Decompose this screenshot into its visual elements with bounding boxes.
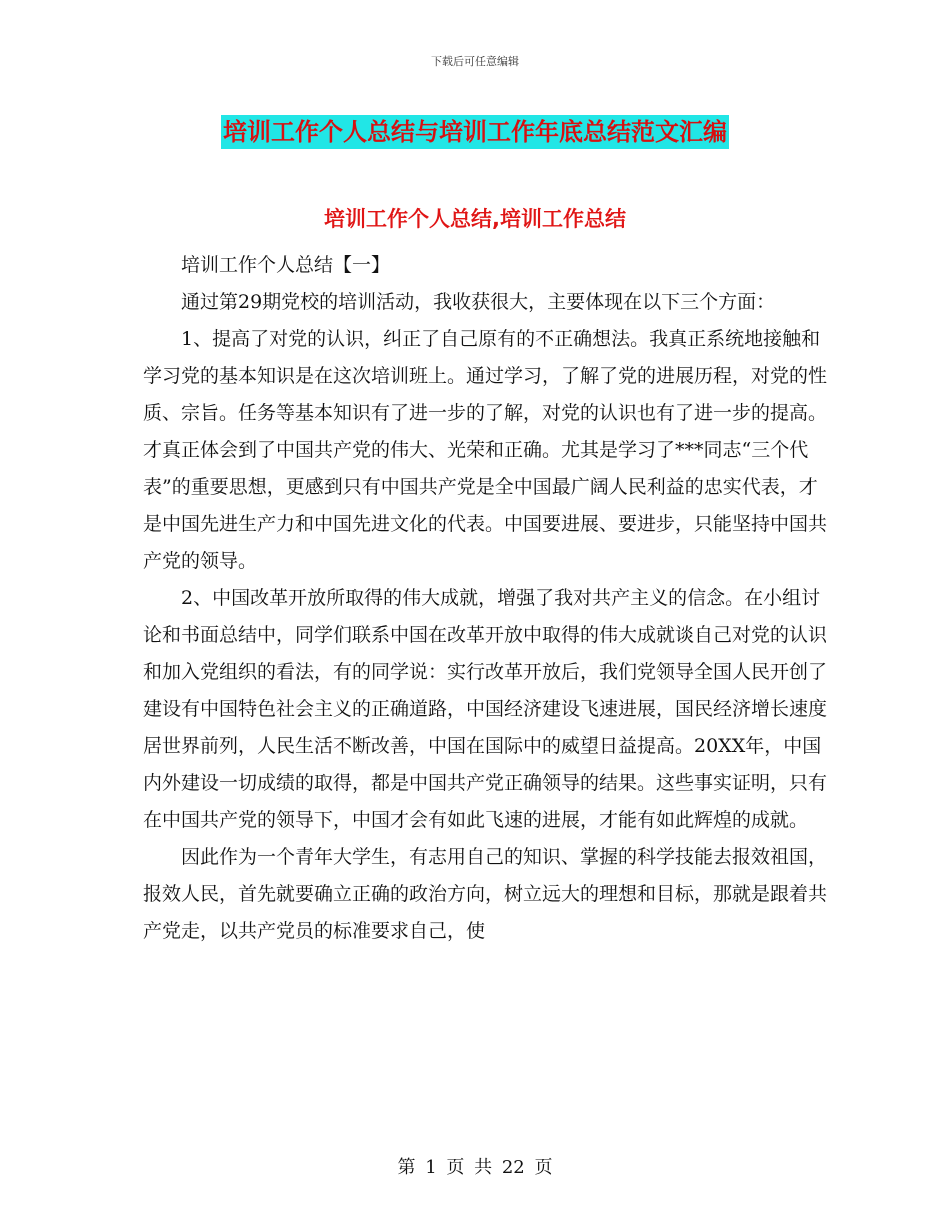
paragraph: 通过第29期党校的培训活动，我收获很大，主要体现在以下三个方面： [181,291,776,313]
page-footer: 第 1 页 共 22 页 [397,1157,553,1178]
section-title: 培训工作个人总结,培训工作总结 [324,207,626,231]
paragraph: 因此作为一个青年大学生，有志用自己的知识、掌握的科学技能去报效祖国，报效人民，首先就要确立正确的政治方向，树立远大的理想和目标，那就是跟着共产党走，以共产党员的标准要求自己，使 [143,846,828,942]
body-text [143,247,833,950]
paragraph: 2、中国改革开放所取得的伟大成就，增强了我对共产主义的信念。在小组讨论和书面总结中，同学们联系中国在改革开放中取得的伟大成就谈自己对党的认识和加入党组织的看法，有的同学说：实行改革开放后，我们党领导全国人民开创了建设有中国特色社会主义的正确道路，中国经济建设飞速进展，国民经济增长速度居世界前列，人民生活不断改善，中国在国际中的威望日益提高。20XX年，中国内外建设一切成绩的取得，都是中国共产党正确领导的结果。这些事实证明，只有在中国共产党的领导下，中国才会有如此飞速的进展，才能有如此辉煌的成就。 [143,587,828,831]
header-note: 下载后可任意编辑 [431,55,519,68]
paragraph: 1、提高了对党的认识，纠正了自己原有的不正确想法。我真正系统地接触和学习党的基本知识是在这次培训班上。通过学习，了解了党的进展历程，对党的性质、宗旨。任务等基本知识有了进一步的了解，对党的认识也有了进一步的提高。才真正体会到了中国共产党的伟大、光荣和正确。尤其是学习了***同志“三个代表”的重要思想，更感到只有中国共产党是全中国最广阔人民利益的忠实代表，才是中国先进生产力和中国先进文化的代表。中国要进展、要进步，只能坚持中国共产党的领导。 [143,328,828,572]
document-title-text: 培训工作个人总结与培训工作年底总结范文汇编 [221,115,729,149]
paragraph-heading: 培训工作个人总结【一】 [181,254,391,276]
document-title [0,112,950,147]
